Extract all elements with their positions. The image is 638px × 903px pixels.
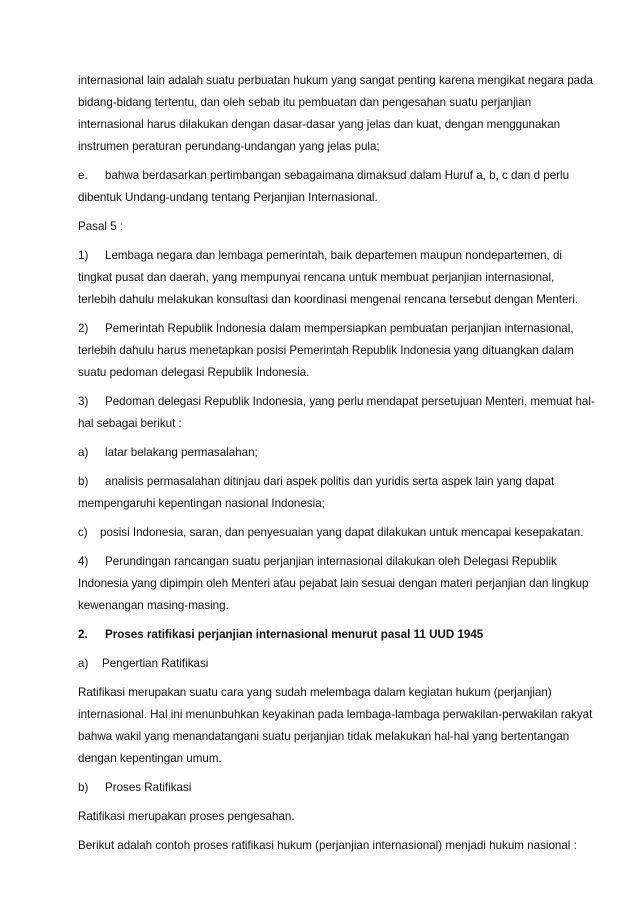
subheading-text: Proses Ratifikasi — [105, 781, 192, 794]
paragraph-line: Indonesia yang dipimpin oleh Menteri atau pejabat lain sesuai dengan materi perjanjian dan lingkup — [78, 577, 589, 590]
paragraph-line: Berikut adalah contoh proses ratifikasi hukum (perjanjian internasional) menjadi hukum nasional : — [78, 839, 577, 852]
paragraph-line: hal sebagai berikut : — [78, 417, 182, 430]
paragraph-line: internasional harus dilakukan dengan dasar-dasar yang jelas dan kuat, dengan menggunakan — [78, 118, 561, 131]
paragraph-line: suatu pedoman delegasi Republik Indonesia. — [78, 366, 310, 379]
paragraph-line: Ratifikasi merupakan suatu cara yang sudah melembaga dalam kegiatan hukum (perjanjian) — [78, 686, 552, 699]
paragraph-line: instrumen peraturan perundang-undangan yang jelas pula; — [78, 140, 380, 153]
list-text: analisis permasalahan ditinjau dari aspek politis dan yuridis serta aspek lain yang dapat — [105, 475, 555, 488]
list-item-a — [78, 444, 258, 463]
subheading-a — [78, 655, 208, 674]
list-text: posisi Indonesia, saran, dan penyesuaian yang dapat dilakukan untuk mencapai kesepakatan. — [100, 526, 584, 539]
list-text: latar belakang permasalahan; — [105, 446, 258, 459]
list-text: bahwa berdasarkan pertimbangan sebagaimana dimaksud dalam Huruf a, b, c dan d perlu — [105, 169, 570, 182]
subheading-text: Pengertian Ratifikasi — [102, 657, 209, 670]
heading-number: 2. — [78, 628, 88, 641]
list-marker: b) — [78, 475, 89, 488]
paragraph-line: internasional lain adalah suatu perbuatan hukum yang sangat penting karena mengikat negara pada — [78, 74, 594, 87]
paragraph-line: mempengaruhi kepentingan nasional Indonesia; — [78, 497, 325, 510]
paragraph-line: kewenangan masing-masing. — [78, 599, 229, 612]
list-marker: 3) — [78, 395, 89, 408]
list-marker: e. — [78, 169, 88, 182]
list-item-3 — [78, 393, 595, 412]
paragraph-line: bidang-bidang tertentu, dan oleh sebab itu pembuatan dan pengesahan suatu perjanjian — [78, 96, 532, 109]
list-item-c — [78, 524, 583, 543]
list-item-4 — [78, 553, 557, 572]
list-item-1 — [78, 247, 562, 266]
section-label: Pasal 5 : — [78, 220, 124, 233]
paragraph-line: tingkat pusat dan daerah, yang mempunyai rencana untuk membuat perjanjian internasional, — [78, 271, 555, 284]
list-item-b — [78, 473, 554, 492]
list-marker: b) — [78, 781, 89, 794]
heading-text: Proses ratifikasi perjanjian internasional menurut pasal 11 UUD 1945 — [105, 628, 484, 641]
section-heading — [78, 626, 483, 645]
list-text: Pedoman delegasi Republik Indonesia, yang perlu mendapat persetujuan Menteri, memuat hal- — [105, 395, 595, 408]
paragraph-line: bahwa wakil yang menandatangani suatu perjanjian tidak melakukan hal-hal yang bertentangan — [78, 730, 570, 743]
paragraph-line: terlebih dahulu harus menetapkan posisi Pemerintah Republik Indonesia yang dituangkan dalam — [78, 344, 574, 357]
paragraph-line: dibentuk Undang-undang tentang Perjanjian Internasional. — [78, 191, 378, 204]
list-marker: a) — [78, 446, 89, 459]
paragraph-line: Ratifikasi merupakan proses pengesahan. — [78, 810, 295, 823]
paragraph-line: internasional. Hal ini menunbuhkan keyakinan pada lembaga-lambaga perwakilan-perwakilan rakyat — [78, 708, 593, 721]
list-marker: 1) — [78, 249, 89, 262]
list-item-2 — [78, 320, 574, 339]
list-text: Perundingan rancangan suatu perjanjian internasional dilakukan oleh Delegasi Republik — [105, 555, 557, 568]
list-marker: c) — [78, 526, 88, 539]
subheading-b — [78, 779, 191, 798]
list-marker: a) — [78, 657, 89, 670]
list-text: Lembaga negara dan lembaga pemerintah, baik departemen maupun nondepartemen, di — [105, 249, 562, 262]
paragraph-line: dengan kepentingan umum. — [78, 752, 222, 765]
list-marker: 2) — [78, 322, 89, 335]
paragraph-line: terlebih dahulu melakukan konsultasi dan koordinasi mengenai rencana tersebut dengan Menteri. — [78, 293, 579, 306]
list-text: Pemerintah Republik Indonesia dalam mempersiapkan pembuatan perjanjian internasional, — [105, 322, 574, 335]
list-marker: 4) — [78, 555, 89, 568]
list-item-e — [78, 167, 569, 186]
